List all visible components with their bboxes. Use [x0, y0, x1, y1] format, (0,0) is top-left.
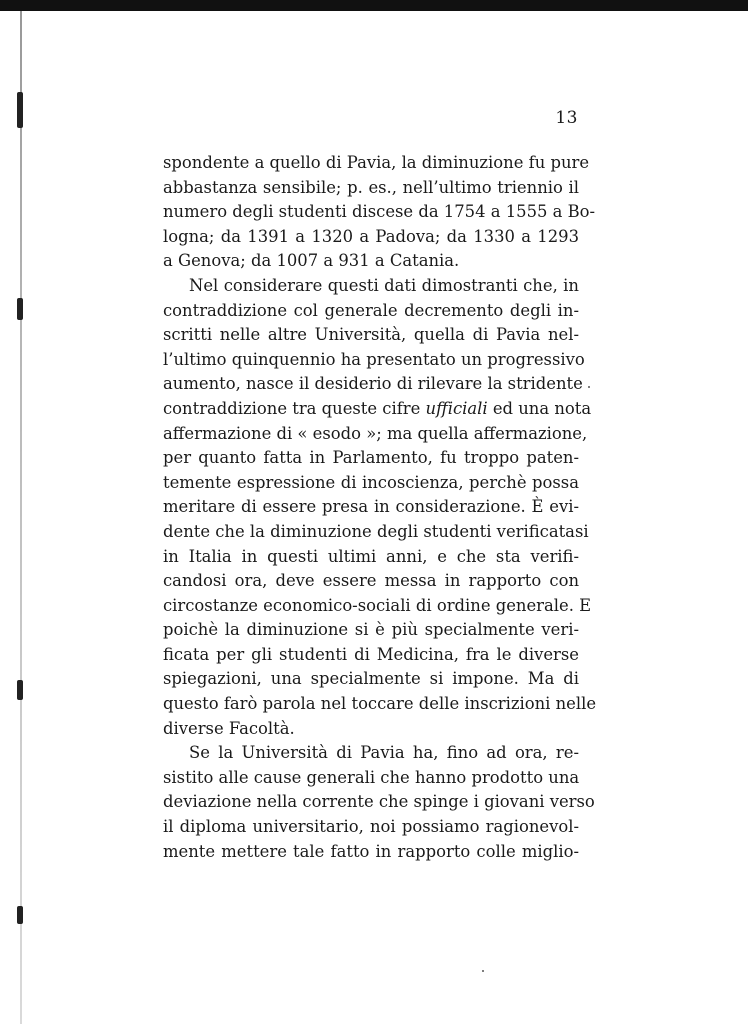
text-line: a Genova; da 1007 a 931 a Catania. — [163, 251, 460, 271]
text-line: meritare di essere presa in considerazione. È evi- — [163, 497, 579, 517]
text-line: il diploma universitario, noi possiamo ragionevol- — [163, 817, 579, 837]
scan-top-border — [0, 0, 748, 11]
text-line: logna; da 1391 a 1320 a Padova; da 1330 a 1293 — [163, 226, 579, 246]
text-line: numero degli studenti discese da 1754 a 1555 a Bo- — [163, 202, 596, 222]
text-line: deviazione nella corrente che spinge i giovani verso — [163, 792, 595, 812]
scan-speck — [482, 970, 484, 972]
text-line: temente espressione di incoscienza, perchè possa — [163, 472, 579, 492]
text-line: Se la Università di Pavia ha, fino ad ora, re- — [189, 743, 579, 763]
text-line: dente che la diminuzione degli studenti verificatasi — [163, 521, 589, 541]
text-line: l’ultimo quinquennio ha presentato un progressivo — [163, 349, 585, 369]
text-line: circostanze economico-sociali di ordine generale. E — [163, 595, 592, 615]
text-line: poichè la diminuzione si è più specialmente veri- — [163, 620, 579, 640]
text-line: contraddizione col generale decremento degli in- — [163, 300, 579, 320]
text-line: sistito alle cause generali che hanno prodotto una — [163, 767, 580, 787]
text-line-with-italic — [163, 397, 592, 422]
binding-mark — [17, 680, 23, 700]
text-line: questo farò parola nel toccare delle inscrizioni nelle — [163, 694, 597, 714]
text-line: per quanto fatta in Parlamento, fu troppo paten- — [163, 448, 579, 468]
text-line: Nel considerare questi dati dimostranti che, in — [189, 275, 579, 295]
scan-binding-edge — [20, 11, 22, 1024]
text-segment: ed una nota — [487, 398, 592, 418]
body-text — [163, 151, 597, 864]
text-line: spiegazioni, una specialmente si impone. Ma di — [163, 669, 579, 689]
text-line: ficata per gli studenti di Medicina, fra le diverse — [163, 644, 579, 664]
text-line: diverse Facoltà. — [163, 718, 295, 738]
text-segment: contraddizione tra queste cifre — [163, 398, 426, 418]
text-line: spondente a quello di Pavia, la diminuzione fu pure — [163, 153, 590, 172]
italic-word: ufficiali — [425, 398, 488, 418]
text-line: in Italia in questi ultimi anni, e che sta verifi- — [163, 546, 579, 566]
binding-mark — [17, 906, 23, 924]
binding-mark — [17, 92, 23, 128]
scan-speck — [588, 386, 590, 388]
text-line: abbastanza sensibile; p. es., nell’ultimo triennio il — [163, 177, 579, 197]
text-line: scritti nelle altre Università, quella di Pavia nel- — [163, 325, 579, 345]
text-line: affermazione di « esodo »; ma quella affermazione, — [163, 423, 588, 443]
text-line: candosi ora, deve essere messa in rapporto con — [163, 571, 579, 591]
page-number: 13 — [555, 108, 578, 128]
text-line: aumento, nasce il desiderio di rilevare la stridente — [163, 374, 583, 394]
text-line: mente mettere tale fatto in rapporto colle miglio- — [163, 841, 579, 861]
binding-mark — [17, 298, 23, 320]
